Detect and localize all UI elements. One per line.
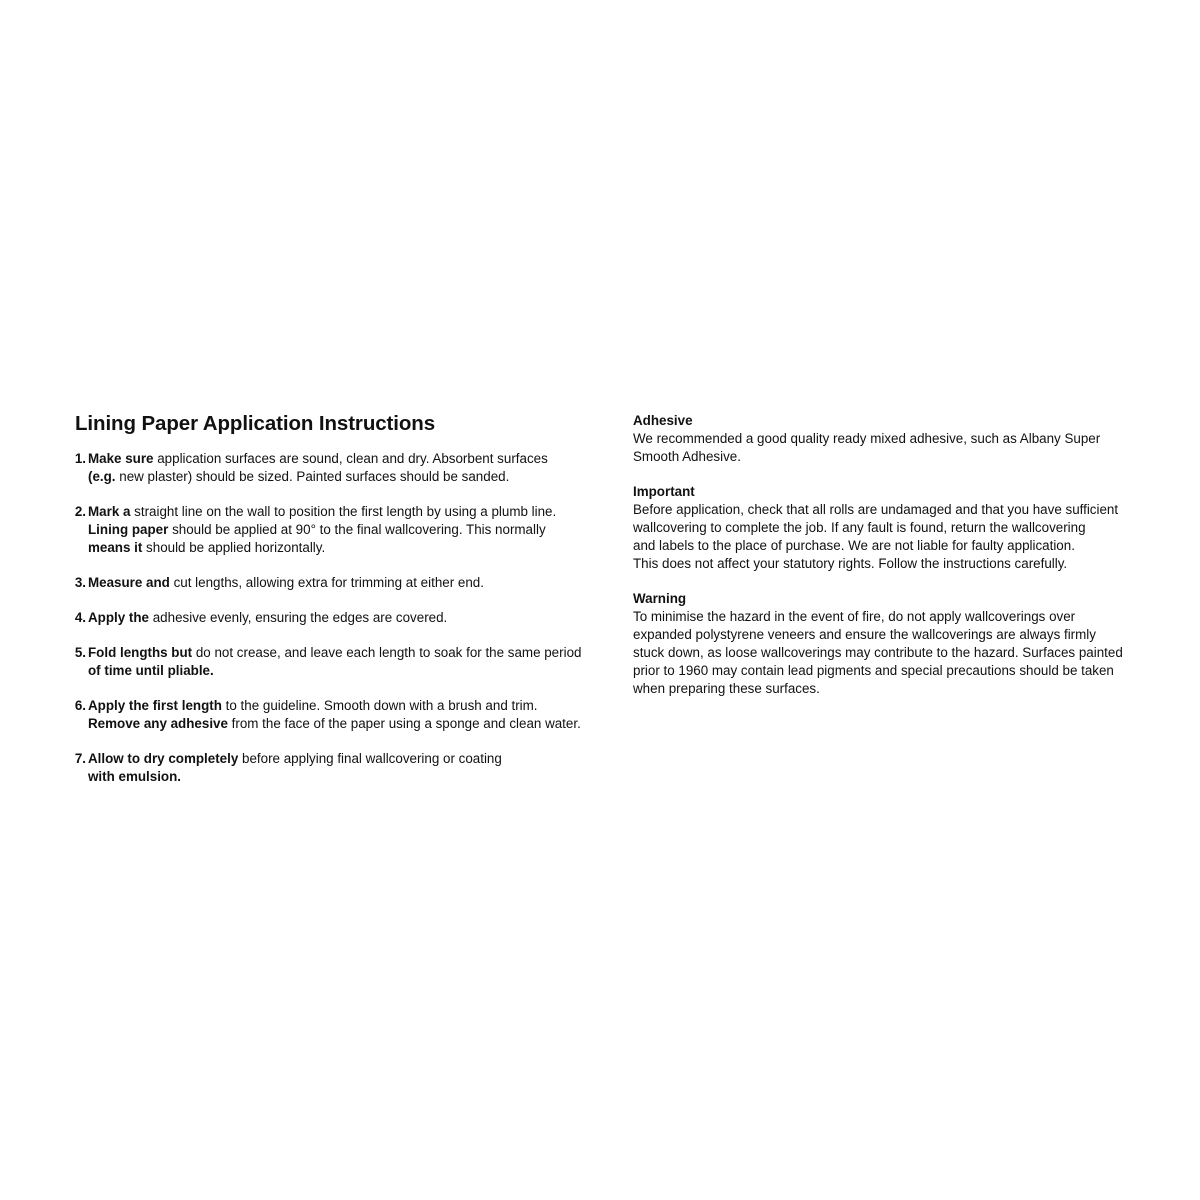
section-line: Smooth Adhesive. bbox=[633, 449, 741, 464]
step-line-lead: means it bbox=[88, 540, 143, 555]
step-line-lead: Fold lengths but bbox=[88, 645, 193, 660]
section-line: prior to 1960 may contain lead pigments and special precautions should be taken bbox=[633, 663, 1114, 678]
page-title: Lining Paper Application Instructions bbox=[75, 412, 436, 435]
step-line bbox=[88, 521, 606, 539]
step-line-lead: Apply the first length bbox=[88, 698, 222, 713]
section-line: and labels to the place of purchase. We are not liable for faulty application. bbox=[633, 538, 1075, 553]
section-line: stuck down, as loose wallcoverings may contribute to the hazard. Surfaces painted bbox=[633, 645, 1123, 660]
section-line: We recommended a good quality ready mixed adhesive, such as Albany Super bbox=[633, 431, 1101, 446]
step-line-lead: Make sure bbox=[88, 451, 154, 466]
step-line bbox=[88, 539, 606, 557]
step-line-lead: Mark a bbox=[88, 504, 131, 519]
step-line-lead: of time until pliable. bbox=[88, 663, 214, 678]
step-line-text: should be applied at 90° to the final wallcovering. This normally bbox=[168, 522, 546, 537]
step-line-text: straight line on the wall to position the first length by using a plumb line. bbox=[130, 504, 557, 519]
section-line: wallcovering to complete the job. If any fault is found, return the wallcovering bbox=[633, 520, 1086, 535]
section-line: This does not affect your statutory rights. Follow the instructions carefully. bbox=[633, 556, 1068, 571]
step-line-text: before applying final wallcovering or coating bbox=[238, 751, 502, 766]
step-line-lead: (e.g. bbox=[88, 469, 116, 484]
step-line-text: adhesive evenly, ensuring the edges are covered. bbox=[149, 610, 448, 625]
important-section bbox=[633, 483, 1173, 573]
step-line-lead: Allow to dry completely bbox=[88, 751, 239, 766]
section-line: when preparing these surfaces. bbox=[633, 681, 820, 696]
step-line-text: should be applied horizontally. bbox=[142, 540, 326, 555]
step-line-lead: Measure and bbox=[88, 575, 170, 590]
step-line-text: to the guideline. Smooth down with a brush and trim. bbox=[221, 698, 538, 713]
section-heading: Adhesive bbox=[633, 413, 693, 428]
step-7 bbox=[66, 750, 606, 786]
section-line: To minimise the hazard in the event of fire, do not apply wallcoverings over bbox=[633, 609, 1076, 624]
section-line: expanded polystyrene veneers and ensure the wallcoverings are always firmly bbox=[633, 627, 1096, 642]
step-6 bbox=[66, 697, 606, 733]
step-line bbox=[88, 662, 606, 680]
step-3 bbox=[66, 574, 606, 592]
step-line-text: do not crease, and leave each length to soak for the same period bbox=[192, 645, 582, 660]
step-line bbox=[88, 609, 606, 627]
step-line-lead: with emulsion. bbox=[88, 769, 181, 784]
step-number: 5. bbox=[74, 645, 86, 660]
step-line bbox=[88, 574, 606, 592]
adhesive-section bbox=[633, 412, 1173, 466]
step-line bbox=[88, 503, 606, 521]
step-1 bbox=[66, 450, 606, 486]
step-number: 2. bbox=[74, 504, 86, 519]
step-2 bbox=[66, 503, 606, 557]
step-line bbox=[88, 450, 606, 468]
instructions-column bbox=[66, 412, 606, 803]
section-heading: Important bbox=[633, 484, 695, 499]
step-line bbox=[88, 697, 606, 715]
section-line: Before application, check that all rolls are undamaged and that you have sufficient bbox=[633, 502, 1119, 517]
step-line bbox=[88, 468, 606, 486]
step-number: 1. bbox=[74, 451, 86, 466]
step-number: 6. bbox=[74, 698, 86, 713]
step-number: 4. bbox=[74, 610, 86, 625]
notes-column bbox=[633, 412, 1173, 715]
section-heading: Warning bbox=[633, 591, 687, 606]
step-4 bbox=[66, 609, 606, 627]
step-5 bbox=[66, 644, 606, 680]
step-number: 3. bbox=[74, 575, 86, 590]
step-line-lead: Lining paper bbox=[88, 522, 169, 537]
step-line-lead: Remove any adhesive bbox=[88, 716, 228, 731]
step-line bbox=[88, 644, 606, 662]
step-line-lead: Apply the bbox=[88, 610, 150, 625]
step-line bbox=[88, 750, 606, 768]
step-line-text: cut lengths, allowing extra for trimming at either end. bbox=[169, 575, 484, 590]
step-line bbox=[88, 715, 606, 733]
step-line bbox=[88, 768, 606, 786]
step-number: 7. bbox=[74, 751, 86, 766]
warning-section bbox=[633, 590, 1173, 698]
step-line-text: from the face of the paper using a sponge and clean water. bbox=[227, 716, 581, 731]
step-line-text: new plaster) should be sized. Painted surfaces should be sanded. bbox=[115, 469, 510, 484]
step-line-text: application surfaces are sound, clean and dry. Absorbent surfaces bbox=[153, 451, 548, 466]
